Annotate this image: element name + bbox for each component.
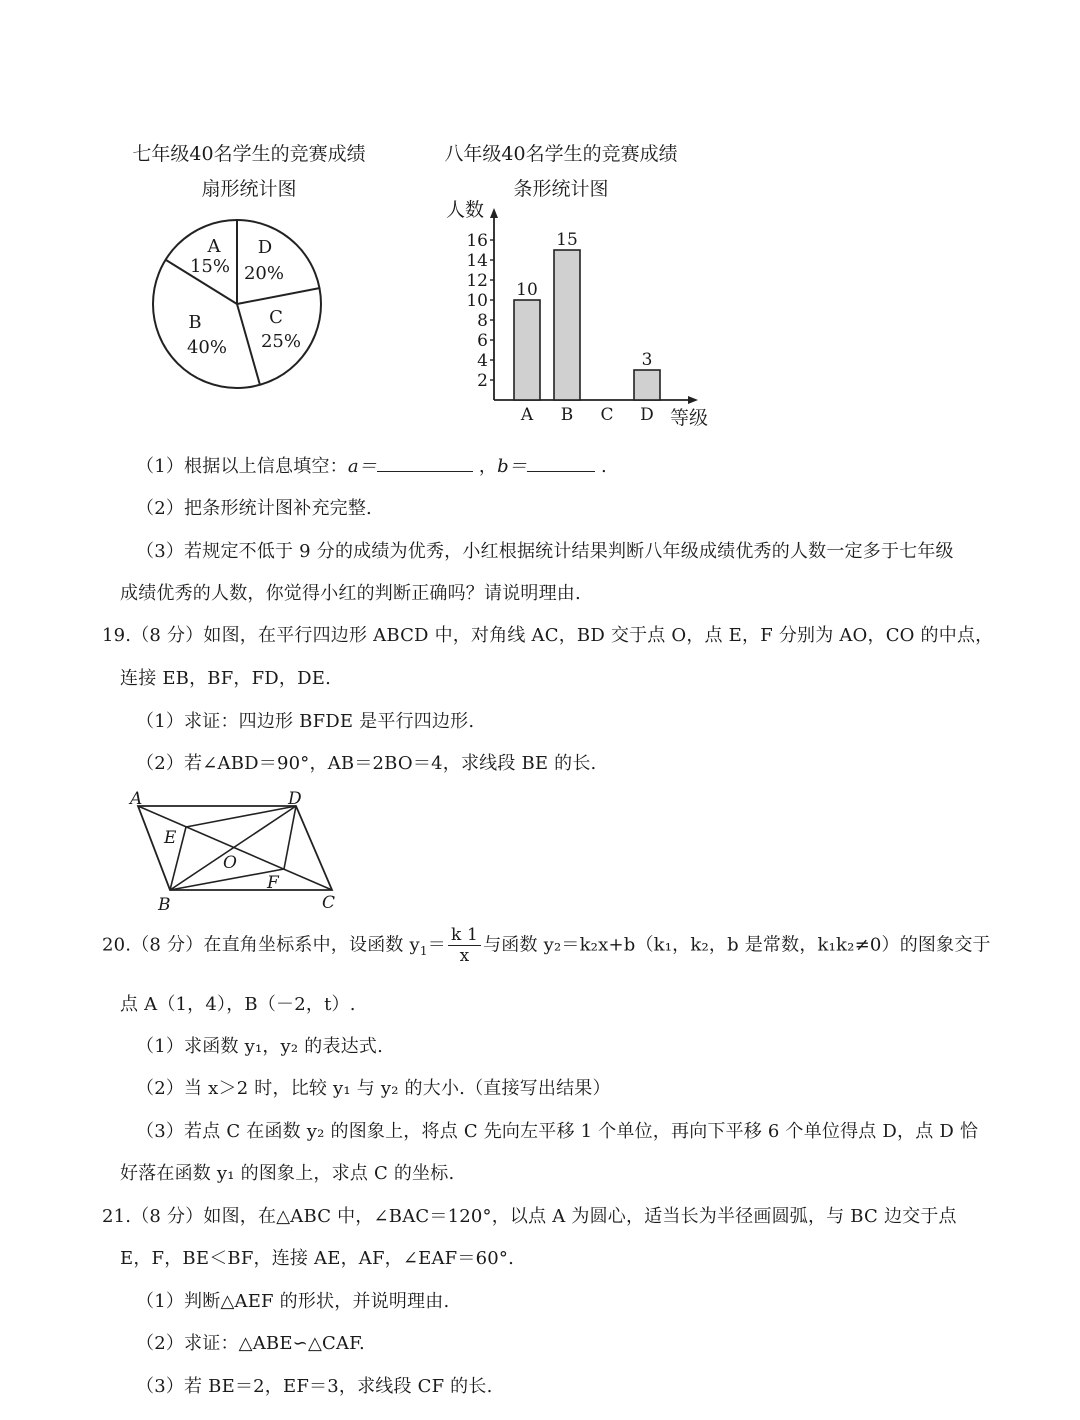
pie-percent-c: 25% — [260, 331, 302, 352]
y-tick-label: 4 — [477, 351, 488, 371]
y-tick-label: 2 — [477, 371, 488, 391]
answer-blank-a[interactable] — [377, 453, 473, 472]
q19-part2: （2）若∠ABD＝90°，AB＝2BO＝4，求线段 BE 的长. — [136, 753, 597, 774]
label-d: D — [288, 789, 302, 809]
bar — [514, 300, 540, 400]
pie-label-d: D — [257, 237, 273, 258]
pie-title-line2: 扇形统计图 — [201, 178, 297, 200]
q21-part3: （3）若 BE＝2，EF＝3，求线段 CF 的长. — [136, 1376, 493, 1397]
y-tick-label: 12 — [466, 271, 488, 291]
pie-label-a: A — [207, 236, 221, 257]
q18-part3-line1: （3）若规定不低于 9 分的成绩为优秀，小红根据统计结果判断八年级成绩优秀的人数一定多于七年级 — [136, 541, 954, 562]
fraction-denominator: x — [459, 946, 470, 966]
label-e: E — [164, 828, 177, 848]
y-tick-label: 6 — [477, 331, 488, 351]
label-b: B — [158, 895, 171, 914]
q18-part1 — [136, 452, 607, 478]
q20-line1-b: 与函数 y₂＝k₂x+b（k₁，k₂，b 是常数，k₁k₂≠0）的图象交于 — [483, 934, 991, 956]
q21-line2: E，F，BE＜BF，连接 AE，AF，∠EAF＝60°. — [120, 1248, 514, 1269]
x-axis-label: 等级 — [670, 407, 709, 429]
q20-part2: （2）当 x＞2 时，比较 y₁ 与 y₂ 的大小.（直接写出结果） — [136, 1078, 611, 1099]
bar-title-line1: 八年级40名学生的竞赛成绩 — [444, 143, 678, 165]
fraction-numerator: k 1 — [448, 925, 481, 946]
q21-part2: （2）求证：△ABE∽△CAF. — [136, 1333, 365, 1354]
q18-p1-end: . — [600, 456, 607, 477]
y-tick-label: 8 — [477, 311, 488, 331]
y-tick-label: 16 — [466, 231, 488, 251]
pie-percent-d: 20% — [243, 263, 285, 284]
pie-percent-b: 40% — [186, 337, 228, 358]
x-tick-label: A — [520, 405, 534, 425]
pie-chart — [148, 218, 332, 394]
fraction-k1-over-x — [448, 925, 481, 966]
bar-value-label: 10 — [516, 280, 538, 300]
q18-p1-prefix: （1）根据以上信息填空： — [136, 456, 348, 477]
y-axis-arrow — [490, 208, 498, 218]
q18-p1-b: b＝ — [497, 456, 528, 477]
bar-value-label: 15 — [556, 230, 578, 250]
y-axis-label: 人数 — [446, 199, 485, 221]
segment-fd — [284, 806, 296, 869]
y-tick-label: 10 — [466, 291, 488, 311]
x-tick-label: D — [640, 405, 654, 425]
q18-p1-a: a＝ — [347, 456, 377, 477]
pie-label-b: B — [188, 312, 202, 333]
pie-percent-a: 15% — [189, 256, 231, 277]
y-tick-label: 14 — [466, 251, 488, 271]
q20-line2: 点 A（1，4），B（－2，t）. — [120, 994, 356, 1015]
label-f: F — [267, 873, 279, 893]
q20-part1: （1）求函数 y₁，y₂ 的表达式. — [136, 1036, 383, 1057]
q20-sub1: 1 — [419, 944, 428, 959]
label-a: A — [130, 789, 143, 809]
q21-line1: 21.（8 分）如图，在△ABC 中，∠BAC＝120°，以点 A 为圆心，适当长为半径画圆弧，与 BC 边交于点 — [102, 1206, 957, 1227]
q20-line1-a: 20.（8 分）在直角坐标系中，设函数 y — [102, 934, 420, 956]
bar-value-label: 3 — [641, 350, 653, 370]
bar-chart — [440, 192, 730, 438]
q19-part1: （1）求证：四边形 BFDE 是平行四边形. — [136, 711, 475, 732]
q20-part3-line2: 好落在函数 y₁ 的图象上，求点 C 的坐标. — [120, 1163, 455, 1184]
answer-blank-b[interactable] — [527, 453, 595, 472]
q19-line1: 19.（8 分）如图，在平行四边形 ABCD 中，对角线 AC，BD 交于点 O，点 E，F 分别为 AO，CO 的中点， — [102, 625, 994, 646]
q18-p1-sep: ， — [478, 456, 498, 477]
bar — [554, 250, 580, 400]
parallelogram-figure — [124, 786, 344, 914]
label-o: O — [223, 853, 237, 873]
label-c: C — [322, 893, 336, 913]
q19-line2: 连接 EB，BF，FD，DE. — [120, 668, 332, 689]
pie-title-line1: 七年级40名学生的竞赛成绩 — [132, 143, 366, 165]
pie-label-c: C — [269, 307, 283, 328]
bar-title-line2: 条形统计图 — [513, 178, 609, 200]
q18-part3-line2: 成绩优秀的人数，你觉得小红的判断正确吗？请说明理由. — [120, 583, 581, 604]
pie-chart-title — [118, 139, 380, 201]
q18-part2: （2）把条形统计图补充完整. — [136, 498, 372, 519]
q20-part3-line1: （3）若点 C 在函数 y₂ 的图象上，将点 C 先向左平移 1 个单位，再向下平移 6 个单位得点 D，点 D 恰 — [136, 1121, 979, 1142]
q20-line1 — [102, 925, 991, 966]
bar — [634, 370, 660, 400]
x-axis-arrow — [688, 396, 698, 404]
q21-part1: （1）判断△AEF 的形状，并说明理由. — [136, 1291, 450, 1312]
x-tick-label: C — [600, 405, 614, 425]
x-tick-label: B — [560, 405, 574, 425]
q20-eq: ＝ — [427, 934, 446, 956]
